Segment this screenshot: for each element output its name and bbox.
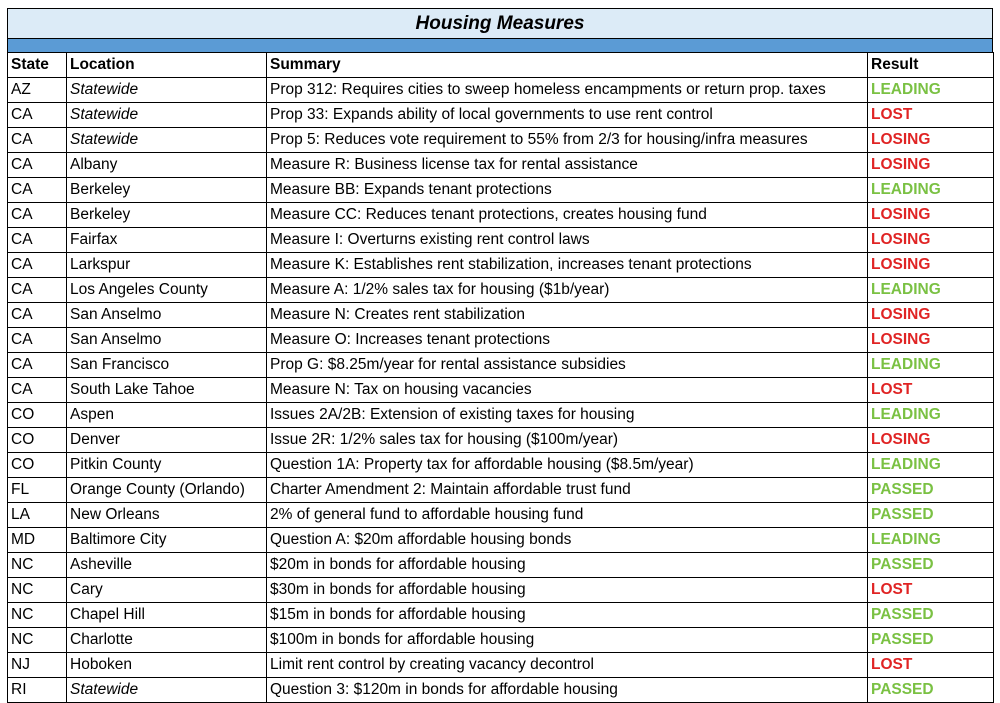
table-row [8, 428, 994, 453]
cell-summary[interactable]: Measure O: Increases tenant protections [267, 328, 868, 353]
cell-summary[interactable]: Prop 312: Requires cities to sweep homeless encampments or return prop. taxes [267, 78, 868, 103]
cell-location[interactable]: Statewide [67, 78, 267, 103]
cell-state[interactable]: RI [8, 678, 67, 703]
cell-location[interactable]: Statewide [67, 128, 267, 153]
table-row [8, 378, 994, 403]
cell-location[interactable]: Orange County (Orlando) [67, 478, 267, 503]
cell-summary[interactable]: Question A: $20m affordable housing bonds [267, 528, 868, 553]
table-row [8, 178, 994, 203]
cell-summary[interactable]: Measure BB: Expands tenant protections [267, 178, 868, 203]
table-row [8, 603, 994, 628]
cell-summary[interactable]: Prop 5: Reduces vote requirement to 55% from 2/3 for housing/infra measures [267, 128, 868, 153]
cell-summary[interactable]: $100m in bonds for affordable housing [267, 628, 868, 653]
cell-state[interactable]: CA [8, 228, 67, 253]
table-row [8, 628, 994, 653]
cell-summary[interactable]: Measure N: Tax on housing vacancies [267, 378, 868, 403]
cell-location[interactable]: Berkeley [67, 203, 267, 228]
cell-location[interactable]: Asheville [67, 553, 267, 578]
header-summary[interactable]: Summary [267, 53, 868, 78]
cell-summary[interactable]: Measure K: Establishes rent stabilization, increases tenant protections [267, 253, 868, 278]
cell-summary[interactable]: $30m in bonds for affordable housing [267, 578, 868, 603]
cell-state[interactable]: CA [8, 153, 67, 178]
cell-location[interactable]: Larkspur [67, 253, 267, 278]
cell-state[interactable]: CA [8, 128, 67, 153]
cell-summary[interactable]: 2% of general fund to affordable housing fund [267, 503, 868, 528]
header-row [8, 53, 994, 78]
cell-state[interactable]: CA [8, 328, 67, 353]
table-row [8, 678, 994, 703]
cell-result[interactable]: LOSING [868, 328, 994, 353]
table-row [8, 153, 994, 178]
cell-state[interactable]: NC [8, 628, 67, 653]
cell-result[interactable]: PASSED [868, 628, 994, 653]
cell-summary[interactable]: Measure N: Creates rent stabilization [267, 303, 868, 328]
table-row [8, 553, 994, 578]
cell-result[interactable]: LEADING [868, 278, 994, 303]
cell-summary[interactable]: Issue 2R: 1/2% sales tax for housing ($100m/year) [267, 428, 868, 453]
cell-location[interactable]: Aspen [67, 403, 267, 428]
cell-result[interactable]: PASSED [868, 603, 994, 628]
cell-location[interactable]: San Anselmo [67, 303, 267, 328]
table-row [8, 353, 994, 378]
cell-location[interactable]: San Anselmo [67, 328, 267, 353]
cell-summary[interactable]: Measure CC: Reduces tenant protections, creates housing fund [267, 203, 868, 228]
cell-location[interactable]: Albany [67, 153, 267, 178]
cell-location[interactable]: Denver [67, 428, 267, 453]
cell-summary[interactable]: Measure I: Overturns existing rent control laws [267, 228, 868, 253]
table-row [8, 528, 994, 553]
cell-result[interactable]: LEADING [868, 403, 994, 428]
table-body [8, 78, 994, 703]
table-row [8, 228, 994, 253]
table-row [8, 403, 994, 428]
cell-location[interactable]: Statewide [67, 103, 267, 128]
table-row [8, 328, 994, 353]
cell-result[interactable]: PASSED [868, 478, 994, 503]
cell-state[interactable]: CA [8, 378, 67, 403]
header-location[interactable]: Location [67, 53, 267, 78]
cell-state[interactable]: CA [8, 203, 67, 228]
cell-result[interactable]: LOSING [868, 253, 994, 278]
cell-result[interactable]: LOSING [868, 428, 994, 453]
cell-result[interactable]: PASSED [868, 503, 994, 528]
cell-location[interactable]: Statewide [67, 678, 267, 703]
header-result[interactable]: Result [868, 53, 994, 78]
cell-state[interactable]: CA [8, 178, 67, 203]
cell-summary[interactable]: Limit rent control by creating vacancy decontrol [267, 653, 868, 678]
cell-state[interactable]: FL [8, 478, 67, 503]
cell-state[interactable]: NC [8, 578, 67, 603]
cell-state[interactable]: CA [8, 278, 67, 303]
table-row [8, 78, 994, 103]
title-cell[interactable] [7, 8, 993, 39]
cell-result[interactable]: LOSING [868, 303, 994, 328]
cell-state[interactable]: NC [8, 603, 67, 628]
cell-result[interactable]: LOSING [868, 153, 994, 178]
cell-summary[interactable]: Measure A: 1/2% sales tax for housing ($1b/year) [267, 278, 868, 303]
spreadsheet [7, 8, 993, 703]
cell-location[interactable]: South Lake Tahoe [67, 378, 267, 403]
cell-state[interactable]: CO [8, 453, 67, 478]
cell-result[interactable]: LOST [868, 103, 994, 128]
measures-table [7, 52, 994, 703]
cell-state[interactable]: CO [8, 403, 67, 428]
table-row [8, 503, 994, 528]
cell-result[interactable]: LEADING [868, 353, 994, 378]
header-stripe [7, 39, 993, 52]
cell-result[interactable]: LOSING [868, 203, 994, 228]
table-row [8, 453, 994, 478]
cell-state[interactable]: AZ [8, 78, 67, 103]
cell-location[interactable]: Chapel Hill [67, 603, 267, 628]
cell-location[interactable]: Berkeley [67, 178, 267, 203]
table-row [8, 103, 994, 128]
cell-summary[interactable]: Issues 2A/2B: Extension of existing taxes for housing [267, 403, 868, 428]
cell-summary[interactable]: $15m in bonds for affordable housing [267, 603, 868, 628]
cell-location[interactable]: Fairfax [67, 228, 267, 253]
cell-state[interactable]: NJ [8, 653, 67, 678]
cell-result[interactable]: LEADING [868, 78, 994, 103]
cell-state[interactable]: MD [8, 528, 67, 553]
cell-summary[interactable]: Question 1A: Property tax for affordable housing ($8.5m/year) [267, 453, 868, 478]
table-row [8, 578, 994, 603]
header-state[interactable]: State [8, 53, 67, 78]
cell-result[interactable]: LEADING [868, 178, 994, 203]
cell-location[interactable]: Charlotte [67, 628, 267, 653]
cell-result[interactable]: LEADING [868, 528, 994, 553]
table-row [8, 278, 994, 303]
cell-location[interactable]: Pitkin County [67, 453, 267, 478]
cell-state[interactable]: CA [8, 303, 67, 328]
cell-result[interactable]: LOSING [868, 228, 994, 253]
table-row [8, 478, 994, 503]
cell-result[interactable]: LEADING [868, 453, 994, 478]
cell-result[interactable]: PASSED [868, 678, 994, 703]
cell-result[interactable]: LOSING [868, 128, 994, 153]
cell-location[interactable]: Los Angeles County [67, 278, 267, 303]
cell-location[interactable]: Baltimore City [67, 528, 267, 553]
sheet-title: Housing Measures [415, 12, 585, 34]
cell-state[interactable]: CA [8, 103, 67, 128]
cell-location[interactable]: San Francisco [67, 353, 267, 378]
cell-location[interactable]: Cary [67, 578, 267, 603]
table-row [8, 303, 994, 328]
cell-summary[interactable]: $20m in bonds for affordable housing [267, 553, 868, 578]
cell-result[interactable]: LOST [868, 378, 994, 403]
table-row [8, 128, 994, 153]
table-row [8, 253, 994, 278]
cell-location[interactable]: New Orleans [67, 503, 267, 528]
table-row [8, 653, 994, 678]
cell-result[interactable]: LOST [868, 653, 994, 678]
cell-state[interactable]: LA [8, 503, 67, 528]
cell-result[interactable]: PASSED [868, 553, 994, 578]
cell-summary[interactable]: Question 3: $120m in bonds for affordable housing [267, 678, 868, 703]
cell-result[interactable]: LOST [868, 578, 994, 603]
cell-state[interactable]: CO [8, 428, 67, 453]
table-row [8, 203, 994, 228]
cell-state[interactable]: CA [8, 353, 67, 378]
cell-summary[interactable]: Charter Amendment 2: Maintain affordable trust fund [267, 478, 868, 503]
cell-location[interactable]: Hoboken [67, 653, 267, 678]
cell-summary[interactable]: Prop 33: Expands ability of local governments to use rent control [267, 103, 868, 128]
cell-summary[interactable]: Prop G: $8.25m/year for rental assistance subsidies [267, 353, 868, 378]
cell-summary[interactable]: Measure R: Business license tax for rental assistance [267, 153, 868, 178]
cell-state[interactable]: CA [8, 253, 67, 278]
cell-state[interactable]: NC [8, 553, 67, 578]
